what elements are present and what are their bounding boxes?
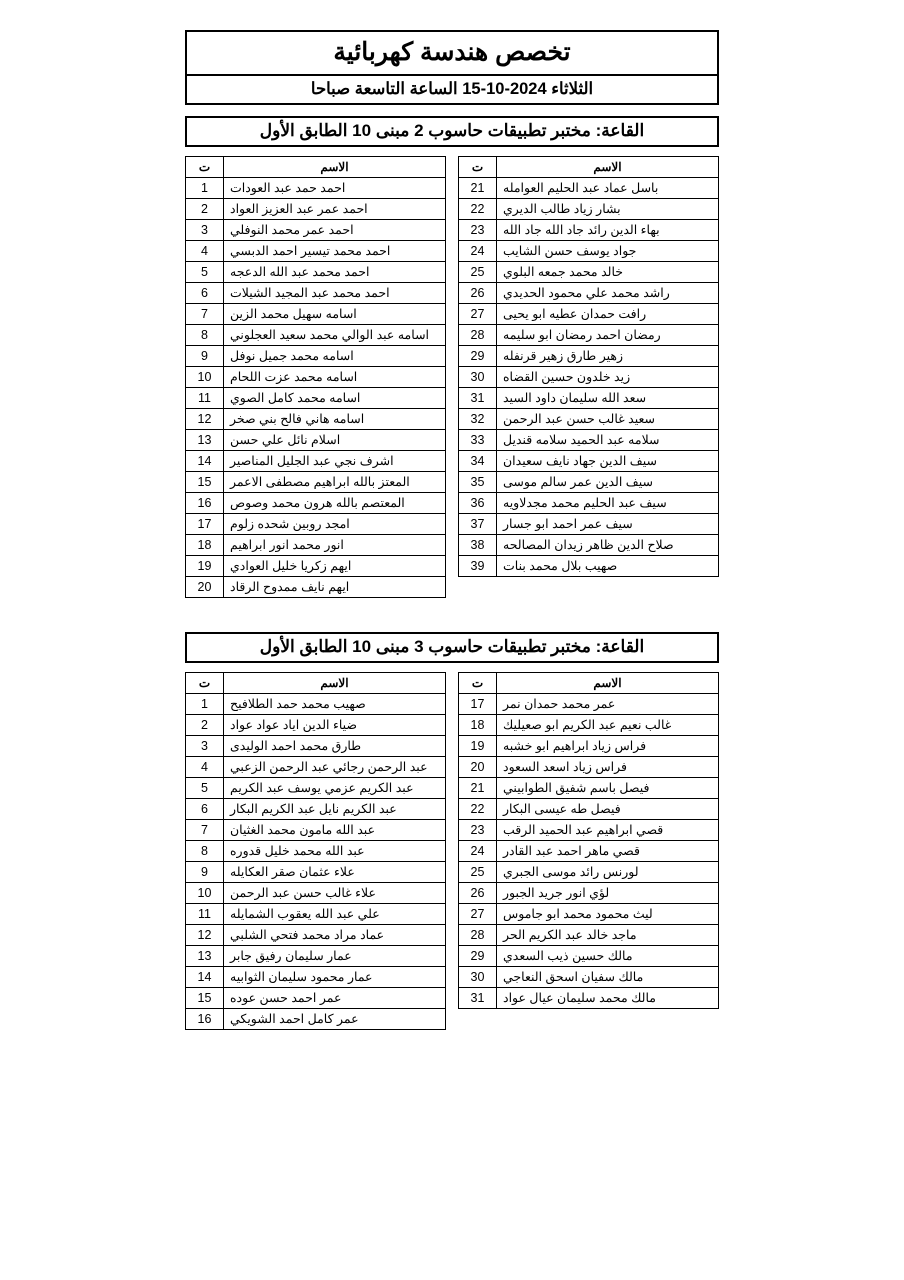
row-number: 15: [186, 471, 224, 492]
tables-row-1: [185, 156, 719, 598]
student-name: اشرف نجي عبد الجليل المناصير: [224, 450, 446, 471]
row-number: 12: [186, 408, 224, 429]
student-name: عبد الكريم نايل عبد الكريم البكار: [224, 798, 446, 819]
table-row: [186, 882, 446, 903]
table-right-1: [185, 156, 446, 598]
student-name: بهاء الدين رائد جاد الله جاد الله: [497, 219, 719, 240]
table-row: [186, 555, 446, 576]
table-row: [186, 219, 446, 240]
table-row: [459, 798, 719, 819]
column-header-num: ت: [186, 672, 224, 693]
section-room-2: [185, 632, 719, 1030]
row-number: 12: [186, 924, 224, 945]
table-row: [186, 513, 446, 534]
student-name: خالد محمد جمعه البلوي: [497, 261, 719, 282]
row-number: 21: [459, 777, 497, 798]
table-body: [186, 177, 446, 597]
student-name: عمر احمد حسن عوده: [224, 987, 446, 1008]
table-row: [459, 366, 719, 387]
table-row: [459, 177, 719, 198]
room-label-1: القاعة: مختبر تطبيقات حاسوب 2 مبنى 10 الطابق الأول: [259, 120, 645, 140]
table-row: [459, 492, 719, 513]
student-name: فيصل طه عيسى البكار: [497, 798, 719, 819]
table-header-row: [459, 672, 719, 693]
table-row: [186, 366, 446, 387]
row-number: 6: [186, 798, 224, 819]
table-row: [186, 429, 446, 450]
row-number: 7: [186, 303, 224, 324]
student-name: عمر كامل احمد الشويكي: [224, 1008, 446, 1029]
student-name: اسامه عبد الوالي محمد سعيد العجلوني: [224, 324, 446, 345]
room-label-2: القاعة: مختبر تطبيقات حاسوب 3 مبنى 10 الطابق الأول: [259, 636, 645, 656]
student-name: رمضان احمد رمضان ابو سليمه: [497, 324, 719, 345]
student-name: زيد خلدون حسين القضاه: [497, 366, 719, 387]
row-number: 9: [186, 861, 224, 882]
row-number: 31: [459, 387, 497, 408]
row-number: 14: [186, 450, 224, 471]
table-row: [459, 555, 719, 576]
row-number: 11: [186, 387, 224, 408]
table-row: [459, 987, 719, 1008]
student-name: اسامه محمد عزت اللحام: [224, 366, 446, 387]
student-name: مالك سفيان اسحق النعاجي: [497, 966, 719, 987]
student-name: احمد عمر عبد العزيز العواد: [224, 198, 446, 219]
student-name: لورنس رائد موسى الجبري: [497, 861, 719, 882]
table-left-1: [458, 156, 719, 598]
table-row: [186, 1008, 446, 1029]
column-header-num: ت: [459, 156, 497, 177]
row-number: 32: [459, 408, 497, 429]
table-spacer-row: [459, 1008, 719, 1029]
table-body: [459, 177, 719, 597]
row-number: 11: [186, 903, 224, 924]
table-row: [186, 735, 446, 756]
student-name: فيصل باسم شفيق الطوابيني: [497, 777, 719, 798]
table-row: [186, 303, 446, 324]
table-row: [459, 345, 719, 366]
row-number: 20: [186, 576, 224, 597]
row-number: 33: [459, 429, 497, 450]
row-number: 30: [459, 366, 497, 387]
table-row: [186, 282, 446, 303]
row-number: 5: [186, 777, 224, 798]
table-row: [459, 966, 719, 987]
row-number: 26: [459, 282, 497, 303]
student-name: احمد محمد عبد المجيد الشيلات: [224, 282, 446, 303]
row-number: 28: [459, 324, 497, 345]
row-number: 18: [186, 534, 224, 555]
student-name: سيف عبد الحليم محمد مجدلاويه: [497, 492, 719, 513]
table-row: [459, 471, 719, 492]
document-header: [185, 30, 719, 105]
table-row: [186, 450, 446, 471]
student-name: اسامه هاني فالح بني صخر: [224, 408, 446, 429]
row-number: 31: [459, 987, 497, 1008]
table-row: [186, 798, 446, 819]
table-row: [186, 345, 446, 366]
table-row: [459, 735, 719, 756]
row-number: 29: [459, 945, 497, 966]
table-row: [459, 261, 719, 282]
student-name: امجد روبين شحده زلوم: [224, 513, 446, 534]
table-row: [459, 714, 719, 735]
student-name: عمر محمد حمدان نمر: [497, 693, 719, 714]
row-number: 3: [186, 735, 224, 756]
row-number: 22: [459, 198, 497, 219]
table-row: [459, 945, 719, 966]
section-room-1: [185, 116, 719, 598]
student-name: سلامه عبد الحميد سلامه قنديل: [497, 429, 719, 450]
table-row: [186, 840, 446, 861]
tables-row-2: [185, 672, 719, 1030]
student-name: ليث محمود محمد ابو جاموس: [497, 903, 719, 924]
table-row: [459, 408, 719, 429]
row-number: 13: [186, 945, 224, 966]
room-box-2: [185, 632, 719, 663]
student-name: ضياء الدين اياد عواد عواد: [224, 714, 446, 735]
row-number: 1: [186, 177, 224, 198]
student-name: زهير طارق زهير قرنفله: [497, 345, 719, 366]
table-row: [459, 387, 719, 408]
table-row: [186, 261, 446, 282]
student-name: صهيب محمد حمد الطلافيح: [224, 693, 446, 714]
table-row: [459, 777, 719, 798]
table-row: [186, 198, 446, 219]
row-number: 29: [459, 345, 497, 366]
student-name: المعتصم بالله هرون محمد وصوص: [224, 492, 446, 513]
row-number: 2: [186, 714, 224, 735]
student-name: احمد عمر محمد النوفلي: [224, 219, 446, 240]
row-number: 19: [459, 735, 497, 756]
table-row: [459, 693, 719, 714]
student-name: سيف الدين جهاد نايف سعيدان: [497, 450, 719, 471]
row-number: 19: [186, 555, 224, 576]
table-row: [186, 492, 446, 513]
table-row: [459, 324, 719, 345]
table-body: [186, 693, 446, 1029]
table-header-row: [186, 156, 446, 177]
table-header-row: [186, 672, 446, 693]
table-body: [459, 693, 719, 1029]
student-name: سعيد غالب حسن عبد الرحمن: [497, 408, 719, 429]
exam-datetime: الثلاثاء 2024-10-15 الساعة التاسعة صباحا: [310, 79, 594, 98]
student-name: احمد محمد عبد الله الدعجه: [224, 261, 446, 282]
student-name: صلاح الدين ظاهر زيدان المصالحه: [497, 534, 719, 555]
row-number: 10: [186, 882, 224, 903]
student-name: انور محمد انور ابراهيم: [224, 534, 446, 555]
table-row: [186, 861, 446, 882]
table-row: [459, 861, 719, 882]
student-name: علاء غالب حسن عبد الرحمن: [224, 882, 446, 903]
table-row: [459, 924, 719, 945]
row-number: 13: [186, 429, 224, 450]
student-name: قصي ابراهيم عبد الحميد الرقب: [497, 819, 719, 840]
table-row: [459, 882, 719, 903]
row-number: 27: [459, 903, 497, 924]
row-number: 39: [459, 555, 497, 576]
row-number: 16: [186, 492, 224, 513]
student-name: فراس زياد اسعد السعود: [497, 756, 719, 777]
student-name: ايهم زكريا خليل العوادي: [224, 555, 446, 576]
row-number: 5: [186, 261, 224, 282]
student-name: المعتز بالله ابراهيم مصطفى الاعمر: [224, 471, 446, 492]
row-number: 21: [459, 177, 497, 198]
student-name: عمار سليمان رفيق جابر: [224, 945, 446, 966]
row-number: 36: [459, 492, 497, 513]
row-number: 25: [459, 861, 497, 882]
table-row: [186, 576, 446, 597]
table-row: [186, 714, 446, 735]
row-number: 38: [459, 534, 497, 555]
row-number: 28: [459, 924, 497, 945]
table-left-2: [458, 672, 719, 1030]
table-row: [186, 471, 446, 492]
student-name: عماد مراد محمد فتحي الشلبي: [224, 924, 446, 945]
row-number: 22: [459, 798, 497, 819]
student-name: مالك محمد سليمان عيال عواد: [497, 987, 719, 1008]
student-name: راشد محمد علي محمود الحديدي: [497, 282, 719, 303]
student-name: اسامه محمد جميل نوفل: [224, 345, 446, 366]
table-row: [186, 903, 446, 924]
table-row: [186, 819, 446, 840]
student-name: جواد يوسف حسن الشايب: [497, 240, 719, 261]
table-row: [186, 240, 446, 261]
table-row: [186, 177, 446, 198]
row-number: 14: [186, 966, 224, 987]
student-name: علاء عثمان صقر العكايله: [224, 861, 446, 882]
student-name: اسامه محمد كامل الصوي: [224, 387, 446, 408]
table-row: [186, 534, 446, 555]
row-number: 9: [186, 345, 224, 366]
table-row: [459, 282, 719, 303]
room-box-1: [185, 116, 719, 147]
table-row: [186, 387, 446, 408]
student-name: بشار زياد طالب الديري: [497, 198, 719, 219]
table-row: [186, 987, 446, 1008]
student-name: طارق محمد احمد الوليدى: [224, 735, 446, 756]
table-row: [459, 429, 719, 450]
column-header-name: الاسم: [497, 672, 719, 693]
table-row: [459, 240, 719, 261]
column-header-name: الاسم: [224, 672, 446, 693]
student-name: اسلام نائل علي حسن: [224, 429, 446, 450]
student-name: عبد الله محمد خليل قدوره: [224, 840, 446, 861]
page-title: تخصص هندسة كهربائية: [333, 38, 571, 66]
row-number: 4: [186, 240, 224, 261]
row-number: 10: [186, 366, 224, 387]
table-row: [459, 303, 719, 324]
column-header-name: الاسم: [497, 156, 719, 177]
student-name: عبد الله مامون محمد الغثيان: [224, 819, 446, 840]
student-name: سيف الدين عمر سالم موسى: [497, 471, 719, 492]
student-name: ايهم نايف ممدوح الرقاد: [224, 576, 446, 597]
row-number: 18: [459, 714, 497, 735]
row-number: 30: [459, 966, 497, 987]
student-name: احمد محمد تيسير احمد الدبسي: [224, 240, 446, 261]
table-row: [186, 945, 446, 966]
row-number: 20: [459, 756, 497, 777]
row-number: 8: [186, 840, 224, 861]
row-number: 23: [459, 819, 497, 840]
table-right-2: [185, 672, 446, 1030]
student-name: باسل عماد عبد الحليم العوامله: [497, 177, 719, 198]
student-name: احمد حمد عبد العودات: [224, 177, 446, 198]
row-number: 17: [186, 513, 224, 534]
table-row: [186, 693, 446, 714]
row-number: 3: [186, 219, 224, 240]
student-name: لؤي انور جريد الجبور: [497, 882, 719, 903]
table-row: [186, 408, 446, 429]
row-number: 6: [186, 282, 224, 303]
table-row: [186, 966, 446, 987]
row-number: 35: [459, 471, 497, 492]
row-number: 15: [186, 987, 224, 1008]
table-row: [186, 777, 446, 798]
student-name: رافت حمدان عطيه ابو يحيى: [497, 303, 719, 324]
table-row: [459, 819, 719, 840]
row-number: 27: [459, 303, 497, 324]
table-row: [459, 198, 719, 219]
row-number: 1: [186, 693, 224, 714]
row-number: 23: [459, 219, 497, 240]
table-header-row: [459, 156, 719, 177]
table-spacer-row: [459, 576, 719, 597]
row-number: 24: [459, 240, 497, 261]
table-row: [186, 756, 446, 777]
row-number: 24: [459, 840, 497, 861]
column-header-name: الاسم: [224, 156, 446, 177]
row-number: 17: [459, 693, 497, 714]
student-name: عبد الكريم عزمي يوسف عبد الكريم: [224, 777, 446, 798]
student-name: صهيب بلال محمد بنات: [497, 555, 719, 576]
title-box: [185, 30, 719, 76]
student-name: غالب نعيم عبد الكريم ابو صعيليك: [497, 714, 719, 735]
row-number: 34: [459, 450, 497, 471]
student-name: عمار محمود سليمان الثوابيه: [224, 966, 446, 987]
row-number: 7: [186, 819, 224, 840]
table-row: [459, 840, 719, 861]
student-name: اسامه سهيل محمد الزين: [224, 303, 446, 324]
column-header-num: ت: [186, 156, 224, 177]
subtitle-box: [185, 76, 719, 105]
table-row: [459, 534, 719, 555]
student-name: ماجد خالد عبد الكريم الحر: [497, 924, 719, 945]
table-row: [186, 924, 446, 945]
row-number: 16: [186, 1008, 224, 1029]
student-name: سيف عمر احمد ابو جسار: [497, 513, 719, 534]
row-number: 4: [186, 756, 224, 777]
student-name: قصي ماهر احمد عبد القادر: [497, 840, 719, 861]
student-name: مالك حسين ذيب السعدي: [497, 945, 719, 966]
row-number: 25: [459, 261, 497, 282]
row-number: 8: [186, 324, 224, 345]
table-row: [186, 324, 446, 345]
row-number: 37: [459, 513, 497, 534]
table-row: [459, 219, 719, 240]
student-name: فراس زياد ابراهيم ابو خشبه: [497, 735, 719, 756]
table-row: [459, 903, 719, 924]
table-row: [459, 756, 719, 777]
student-name: سعد الله سليمان داود السيد: [497, 387, 719, 408]
column-header-num: ت: [459, 672, 497, 693]
table-row: [459, 450, 719, 471]
row-number: 2: [186, 198, 224, 219]
student-name: عبد الرحمن رجائي عبد الرحمن الزعبي: [224, 756, 446, 777]
table-row: [459, 513, 719, 534]
row-number: 26: [459, 882, 497, 903]
student-name: علي عبد الله يعقوب الشمايله: [224, 903, 446, 924]
